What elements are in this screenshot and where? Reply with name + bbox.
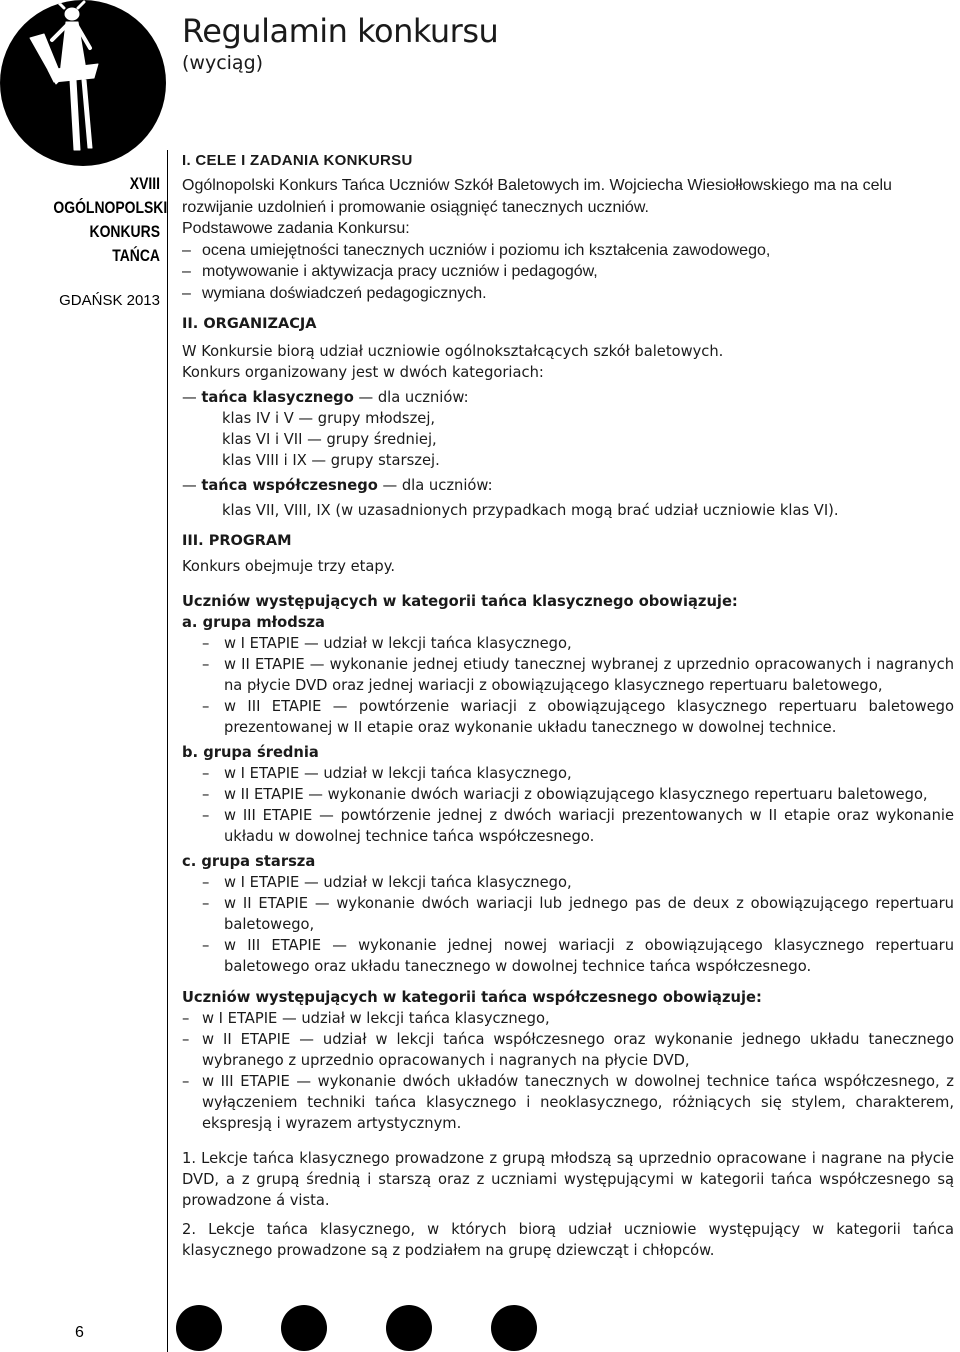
ballet-dancer-logo-icon: [0, 0, 166, 166]
group-label: b. grupa średnia: [182, 744, 319, 761]
list-item: – w II ETAPIE — wykonanie dwóch wariacji lub jednego pas de deux z obowiązującego repertuaru baletowego,: [202, 895, 954, 933]
list-item: – w II ETAPIE — wykonanie jednej etiudy tanecznej wybranej z uprzednio opracowanych i nagranych na płycie DVD oraz jednej wariacji z obowiązującego klasycznego repertuaru baletowego,: [202, 656, 954, 694]
paragraph: Konkurs organizowany jest w dwóch kategoriach:: [182, 364, 544, 381]
category-suffix: dla uczniów:: [377, 389, 469, 406]
sidebar-title-line: XVIII: [129, 174, 160, 193]
list-item: klas VII, VIII, IX (w uzasadnionych przypadkach mogą brać udział uczniowie klas VI).: [222, 502, 839, 519]
list-item: – w III ETAPIE — powtórzenie jednej z dwóch wariacji prezentowanych w II etapie oraz wykonanie układu w dowolnej technice tańca współczesnego.: [202, 807, 954, 845]
subsection-heading: Uczniów występujących w kategorii tańca klasycznego obowiązuje:: [182, 593, 738, 610]
sidebar-city-year: GDAŃSK 2013: [59, 292, 160, 309]
paragraph: Konkurs obejmuje trzy etapy.: [182, 558, 395, 575]
dot-icon: [386, 1305, 432, 1351]
sidebar-title-line: TAŃCA: [112, 246, 160, 265]
list-item: – motywowanie i aktywizacja pracy uczniów i pedagogów,: [182, 263, 598, 280]
subsection-heading: Uczniów występujących w kategorii tańca współczesnego obowiązuje:: [182, 989, 762, 1006]
document-body: [182, 150, 954, 1261]
list-item: – w II ETAPIE — udział w lekcji tańca współczesnego oraz wykonanie jednego układu tanecznego wybranego z uprzednio opracowanych i nagranych na płycie DVD,: [182, 1031, 954, 1069]
page-title: Regulamin konkursu: [182, 12, 499, 50]
category-name: tańca współczesnego: [201, 477, 378, 494]
group-label: c. grupa starsza: [182, 853, 316, 870]
group-label: a. grupa młodsza: [182, 614, 325, 631]
list-item: klas VIII i IX — grupy starszej.: [222, 452, 440, 469]
list-item: – wymiana doświadczeń pedagogicznych.: [182, 284, 487, 302]
tasks-list: [182, 240, 954, 305]
sidebar-divider: [167, 150, 168, 1352]
list-item: – w I ETAPIE — udział w lekcji tańca klasycznego,: [182, 1010, 550, 1027]
list-item: – w I ETAPIE — udział w lekcji tańca klasycznego,: [202, 635, 572, 652]
page-number: 6: [75, 1324, 84, 1341]
note: 1. Lekcje tańca klasycznego prowadzone z grupą młodszą są uprzednio opracowane i nagrane na płycie DVD, a z grupą średnią i starszą oraz z uczniami występującymi w kategorii tańca współczesnego są prowadzone á vista.: [182, 1150, 954, 1209]
section-intro: Ogólnopolski Konkurs Tańca Uczniów Szkół Baletowych im. Wojciecha Wiesiołłowskiego ma na celu rozwijanie uzdolnień i promowanie osiągnięć tanecznych uczniów.: [182, 177, 892, 216]
tasks-label: Podstawowe zadania Konkursu:: [182, 220, 410, 237]
note: 2. Lekcje tańca klasycznego, w których biorą udział uczniowie występujący w kategorii tańca klasycznego prowadzone są z podziałem na grupę dziewcząt i chłopców.: [182, 1221, 954, 1259]
page-subtitle: (wyciąg): [182, 52, 264, 74]
list-item: – w I ETAPIE — udział w lekcji tańca klasycznego,: [202, 874, 572, 891]
section-heading: I. CELE I ZADANIA KONKURSU: [182, 152, 413, 169]
list-item: klas IV i V — grupy młodszej,: [222, 410, 436, 427]
category-suffix: dla uczniów:: [401, 477, 493, 494]
sidebar-title-line: KONKURS: [89, 222, 160, 241]
list-item: – w III ETAPIE — wykonanie jednej nowej wariacji z obowiązującego klasycznego repertuaru baletowego oraz układu tanecznego w dowolnej technice tańca współczesnego.: [202, 937, 954, 975]
list-item: – w I ETAPIE — udział w lekcji tańca klasycznego,: [202, 765, 572, 782]
section-heading: III. PROGRAM: [182, 533, 292, 549]
dot-icon: [281, 1305, 327, 1351]
dot-icon: [491, 1305, 537, 1351]
paragraph: W Konkursie biorą udział uczniowie ogólnokształcących szkół baletowych.: [182, 343, 724, 360]
category-classical: — tańca klasycznego — dla uczniów: klas IV i V — grupy młodszej, klas VI i VII — grupy średniej, klas VIII i IX — grupy starszej.: [182, 387, 954, 471]
list-item: – w III ETAPIE — wykonanie dwóch układów tanecznych w dowolnej technice tańca współczesnego, z wyłączeniem techniki tańca klasycznego i neoklasycznego, różniących się stylem, charakterem, ekspresją i wyrazem artystycznym.: [182, 1073, 954, 1132]
list-item: klas VI i VII — grupy średniej,: [222, 431, 437, 448]
list-item: – ocena umiejętności tanecznych uczniów i poziomu ich kształcenia zawodowego,: [182, 241, 771, 259]
list-item: – w II ETAPIE — wykonanie dwóch wariacji z obowiązującego klasycznego repertuaru baletowego,: [202, 786, 928, 803]
sidebar-title-line: OGÓLNOPOLSKI: [53, 198, 168, 217]
list-item: – w III ETAPIE — powtórzenie wariacji z obowiązującego klasycznego repertuaru baletowego prezentowanej w II etapie oraz wykonanie układu tanecznego w dowolnej technice.: [202, 698, 954, 736]
section-heading: II. ORGANIZACJA: [182, 316, 317, 332]
category-name: tańca klasycznego: [201, 389, 354, 406]
category-contemporary: — tańca współczesnego — dla uczniów: klas VII, VIII, IX (w uzasadnionych przypadkach mogą brać udział uczniowie klas VI).: [182, 475, 954, 521]
dot-icon: [176, 1305, 222, 1351]
